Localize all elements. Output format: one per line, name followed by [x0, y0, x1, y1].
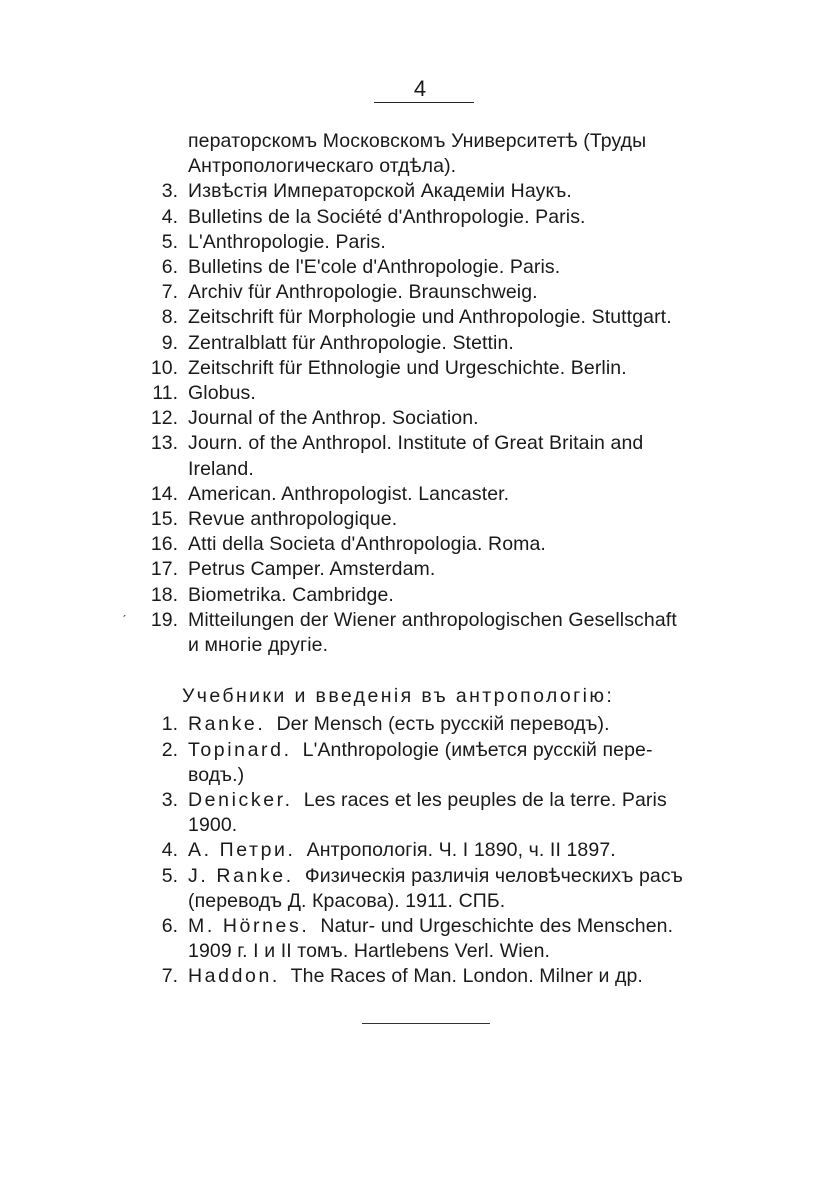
- periodical-line: Archiv für Anthropologie. Braunschweig.: [188, 281, 538, 304]
- textbook-author: J. Ranke.: [188, 864, 294, 887]
- item-number: 5.: [161, 864, 178, 887]
- item-number: 7.: [161, 281, 178, 304]
- item-number: 6.: [161, 915, 178, 937]
- item-number: 4.: [161, 205, 178, 228]
- periodical-line: и многіе другіе.: [188, 634, 329, 656]
- periodical-line: American. Anthropologist. Lancaster.: [188, 482, 510, 505]
- item-number: 17.: [150, 558, 178, 581]
- periodical-line: Biometrika. Cambridge.: [188, 583, 394, 606]
- periodical-line: Globus.: [188, 382, 256, 404]
- item-number: 12.: [150, 407, 178, 430]
- textbook-line: [188, 837, 616, 863]
- item-number: 3.: [161, 789, 178, 811]
- item-number: 15.: [150, 508, 178, 530]
- item-number: 11.: [152, 382, 178, 404]
- periodical-line: Petrus Camper. Amsterdam.: [188, 558, 436, 581]
- textbook-line: [188, 711, 610, 737]
- intro-line: ператорскомъ Московскомъ Университетѣ (Труды: [188, 130, 647, 152]
- periodical-line: Zentralblatt für Anthropologie. Stettin.: [188, 331, 514, 354]
- periodical-line: Zeitschrift für Ethnologie und Urgeschichte. Berlin.: [188, 356, 627, 379]
- textbook-line: [188, 737, 653, 763]
- item-number: 13.: [150, 432, 178, 455]
- item-number: 9.: [161, 331, 178, 354]
- periodical-line: Zeitschrift für Morphologie und Anthropologie. Stuttgart.: [188, 306, 672, 329]
- periodical-line: Ireland.: [188, 457, 254, 480]
- item-number: 4.: [161, 839, 178, 862]
- item-number: 18.: [150, 583, 178, 606]
- section-heading: Учебники и введенія въ антропологію:: [182, 685, 615, 708]
- periodical-line: Atti della Societa d'Anthropologia. Roma.: [188, 533, 546, 556]
- header-rule: [374, 102, 474, 103]
- item-number: 10.: [150, 356, 178, 379]
- textbook-text: (переводъ Д. Красова). 1911. СПБ.: [188, 889, 506, 912]
- textbook-text: L'Anthropologie (имѣется русскій пере-: [302, 738, 653, 761]
- textbook-line: [188, 787, 667, 813]
- textbook-author: Ranke.: [188, 713, 266, 736]
- textbook-author: Haddon.: [188, 965, 280, 988]
- textbook-line: [188, 863, 683, 889]
- textbook-text: Антропологія. Ч. I 1890, ч. II 1897.: [306, 839, 616, 862]
- textbook-author: Denicker.: [188, 789, 293, 811]
- item-number: 19.: [150, 608, 178, 631]
- footer-rule: [362, 1023, 490, 1024]
- textbook-line: [188, 762, 244, 788]
- periodical-line: Bulletins de l'E'cole d'Anthropologie. Paris.: [188, 256, 561, 278]
- item-number: 3.: [161, 180, 178, 203]
- intro-line: Антропологическаго отдѣла).: [188, 155, 457, 178]
- textbook-line: [188, 888, 505, 914]
- page-number: 4: [413, 76, 427, 101]
- item-number: 2.: [161, 738, 178, 761]
- item-number: 7.: [161, 965, 178, 988]
- item-number: 16.: [150, 533, 178, 556]
- periodical-line: Journal of the Anthrop. Sociation.: [188, 407, 479, 430]
- item-number: 8.: [161, 306, 178, 329]
- textbook-line: [188, 963, 643, 989]
- textbook-text: Natur- und Urgeschichte des Menschen.: [320, 915, 674, 937]
- textbook-line: [188, 938, 550, 964]
- item-number: 5.: [161, 230, 178, 253]
- textbook-line: [188, 812, 237, 838]
- periodical-line: L'Anthropologie. Paris.: [188, 230, 386, 253]
- item-number: 14.: [150, 482, 178, 505]
- textbook-line: [188, 913, 673, 939]
- margin-mark: ˊ: [122, 612, 127, 628]
- periodical-line: Bulletins de la Société d'Anthropologie. Paris.: [188, 205, 586, 228]
- textbook-text: Der Mensch (есть русскій переводъ).: [276, 713, 610, 736]
- textbook-text: водъ.): [188, 763, 245, 786]
- textbook-text: 1900.: [188, 814, 238, 837]
- item-number: 6.: [161, 256, 178, 278]
- textbook-author: Topinard.: [188, 738, 292, 761]
- periodical-line: Извѣстія Императорской Академіи Наукъ.: [188, 180, 572, 203]
- textbook-text: Физическія различія человѣческихъ расъ: [304, 864, 683, 887]
- textbook-text: The Races of Man. London. Milner и др.: [290, 965, 643, 988]
- periodical-line: Journ. of the Anthropol. Institute of Great Britain and: [188, 432, 644, 455]
- textbook-text: 1909 г. I и II томъ. Hartlebens Verl. Wien.: [188, 940, 551, 963]
- periodical-line: Mitteilungen der Wiener anthropologischen Gesellschaft: [188, 608, 677, 631]
- textbook-text: Les races et les peuples de la terre. Paris: [303, 789, 667, 811]
- textbook-author: А. Петри.: [188, 839, 296, 862]
- textbook-author: M. Hörnes.: [188, 915, 310, 937]
- periodical-line: Revue anthropologique.: [188, 508, 398, 530]
- item-number: 1.: [161, 713, 178, 736]
